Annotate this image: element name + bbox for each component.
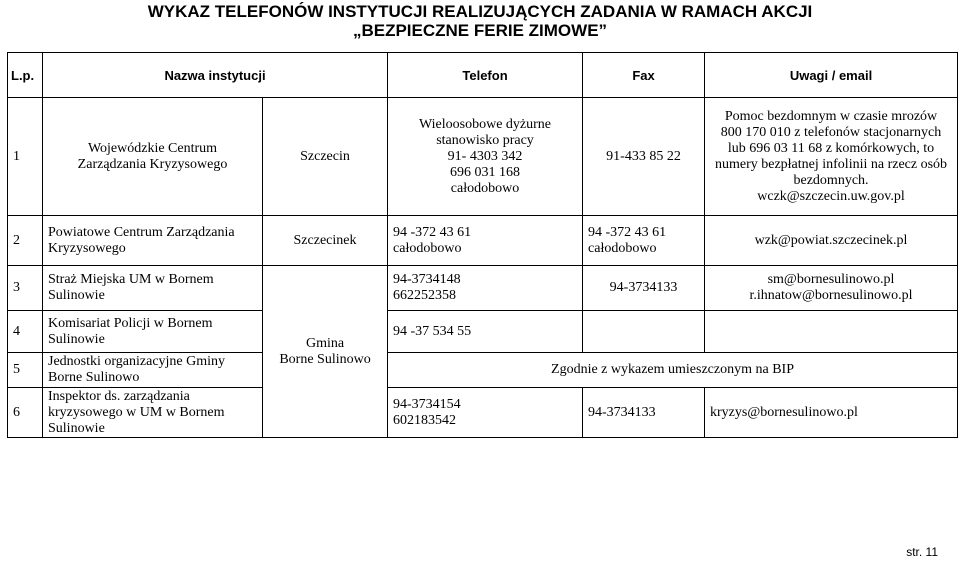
email-link[interactable]: wzk@powiat.szczecinek.pl (705, 216, 958, 266)
institutions-table (7, 52, 958, 438)
institution-city: Szczecinek (263, 216, 388, 266)
row-number: 6 (8, 388, 43, 438)
fax-cell (583, 311, 705, 353)
institution-name: Jednostki organizacyjne Gminy Borne Sulinowo (43, 353, 263, 388)
institution-name: Wojewódzkie Centrum Zarządzania Kryzysowego (43, 98, 263, 216)
row-number: 3 (8, 266, 43, 311)
phone-cell: 94-3734154 602183542 (388, 388, 583, 438)
header-row (8, 53, 958, 98)
row-number: 2 (8, 216, 43, 266)
merged-note: Zgodnie z wykazem umieszczonym na BIP (388, 353, 958, 388)
page-number: str. 11 (906, 545, 938, 559)
table-row (8, 98, 958, 216)
table-row (8, 216, 958, 266)
institution-city: Szczecin (263, 98, 388, 216)
row-number: 5 (8, 353, 43, 388)
phone-cell: 94 -372 43 61 całodobowo (388, 216, 583, 266)
phone-cell: 94-3734148 662252358 (388, 266, 583, 311)
phone-cell: 94 -37 534 55 (388, 311, 583, 353)
email-link[interactable]: sm@bornesulinowo.pl (767, 272, 895, 287)
email-link[interactable]: wczk@szczecin.uw.gov.pl (757, 188, 905, 204)
table-row (8, 353, 958, 388)
notes-cell: Pomoc bezdomnym w czasie mrozów 800 170 010 z telefonów stacjonarnych lub 696 03 11 68 z komórkowych, to numery bezpłatnej infolinii na rzecz osób bezdomnych. wczk@szczecin.uw.gov.pl (705, 98, 958, 216)
header-fax: Fax (583, 53, 705, 98)
institution-name: Powiatowe Centrum Zarządzania Kryzysowego (43, 216, 263, 266)
institution-city: Gmina Borne Sulinowo (263, 266, 388, 438)
table-row (8, 311, 958, 353)
title-line-1: WYKAZ TELEFONÓW INSTYTUCJI REALIZUJĄCYCH ZADANIA W RAMACH AKCJI (147, 2, 813, 21)
fax-cell: 94 -372 43 61 całodobowo (583, 216, 705, 266)
fax-cell: 91-433 85 22 (583, 98, 705, 216)
notes-cell (705, 266, 958, 311)
title-line-2: „BEZPIECZNE FERIE ZIMOWE” (352, 21, 608, 40)
fax-cell: 94-3734133 (583, 388, 705, 438)
fax-cell: 94-3734133 (583, 266, 705, 311)
notes-cell (705, 311, 958, 353)
institution-name: Inspektor ds. zarządzania kryzysowego w UM w Bornem Sulinowie (43, 388, 263, 438)
header-notes: Uwagi / email (705, 53, 958, 98)
institution-name: Straż Miejska UM w Bornem Sulinowie (43, 266, 263, 311)
row-number: 1 (8, 98, 43, 216)
email-link[interactable]: r.ihnatow@bornesulinowo.pl (749, 288, 913, 303)
header-lp: L.p. (8, 53, 43, 98)
table-row (8, 388, 958, 438)
header-name: Nazwa instytucji (43, 53, 388, 98)
header-phone: Telefon (388, 53, 583, 98)
table-row (8, 266, 958, 311)
email-link[interactable]: kryzys@bornesulinowo.pl (705, 388, 958, 438)
document-title (0, 2, 960, 40)
institution-name: Komisariat Policji w Bornem Sulinowie (43, 311, 263, 353)
phone-cell: Wieloosobowe dyżurne stanowisko pracy 91- 4303 342 696 031 168 całodobowo (388, 98, 583, 216)
row-number: 4 (8, 311, 43, 353)
